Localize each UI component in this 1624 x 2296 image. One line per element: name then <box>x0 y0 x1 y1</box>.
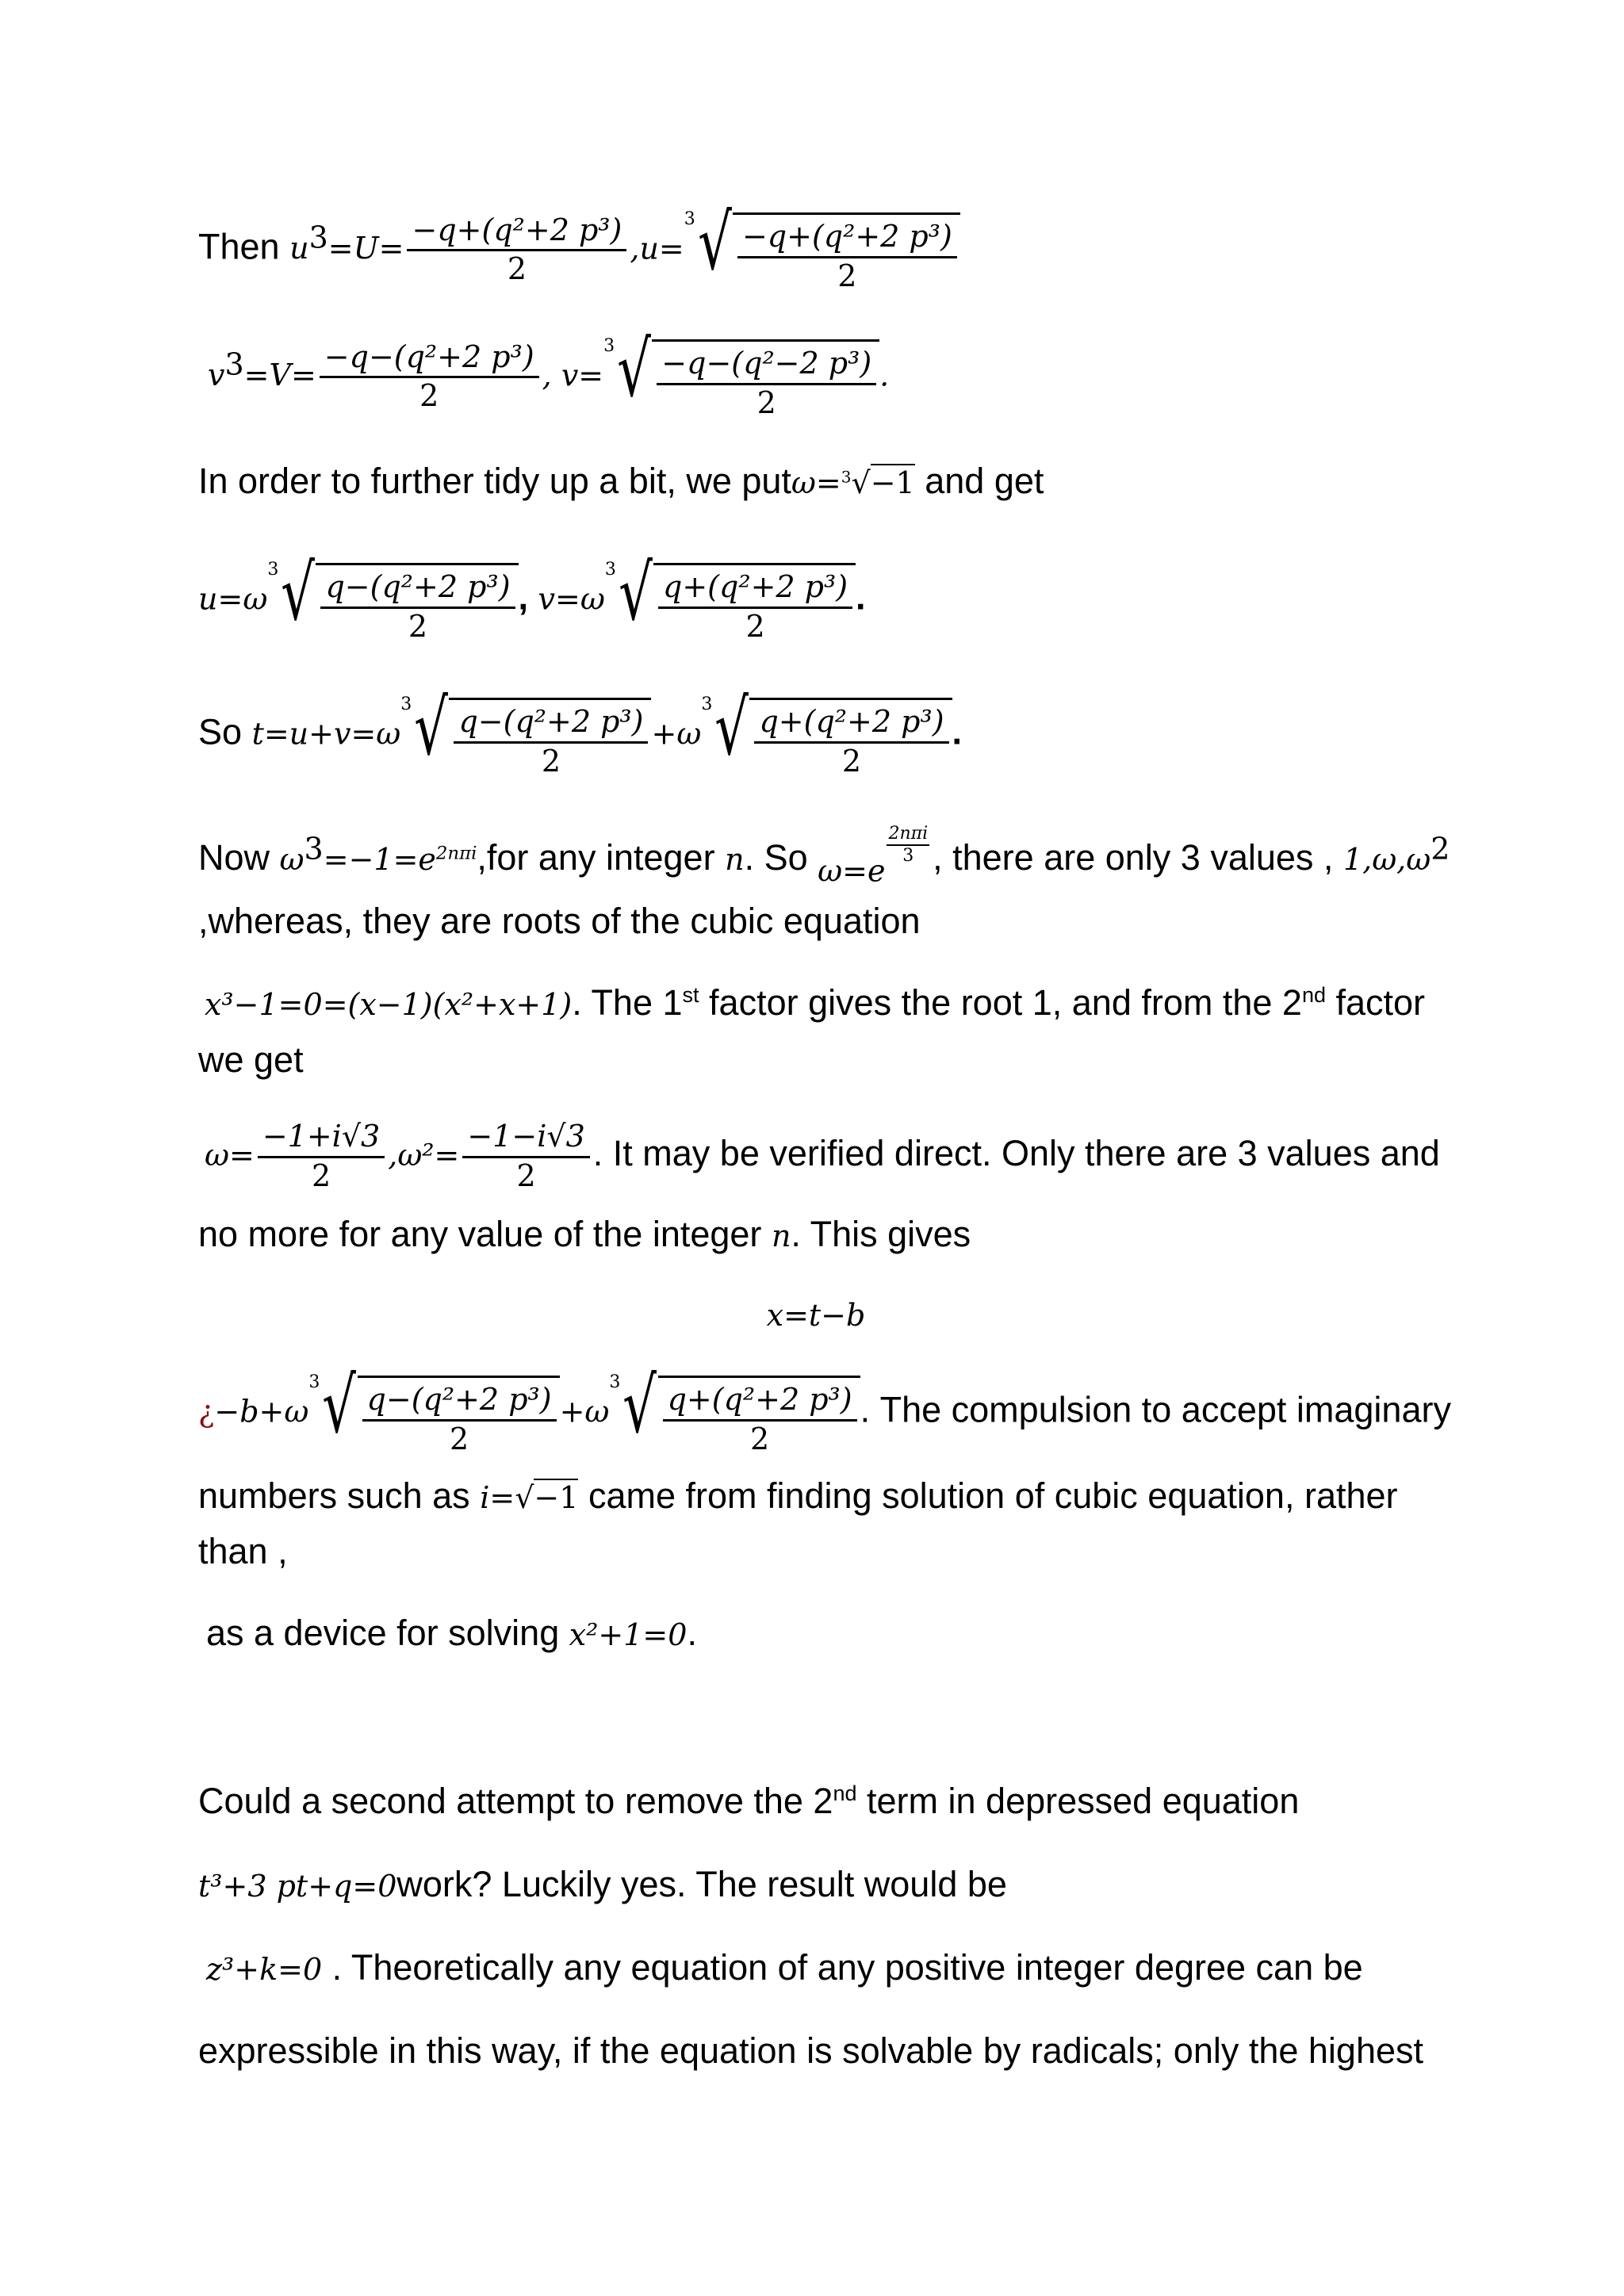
fraction-u3 <box>407 212 626 288</box>
radical-sign-icon: √ <box>714 683 749 772</box>
radical-sign-icon: √ <box>414 683 449 772</box>
fraction-numerator: −1−i√3 <box>462 1118 589 1158</box>
eq-U: =U= <box>327 231 404 266</box>
fraction-denominator: 2 <box>449 1421 469 1456</box>
var-omega: ω <box>279 842 304 877</box>
paragraph-text: we get <box>198 1039 304 1080</box>
fraction-denominator: 2 <box>750 1421 770 1456</box>
root-index: 3 <box>400 695 412 714</box>
equation-line-uv-omega <box>198 549 866 645</box>
eq-x-squared: x²+1=0 <box>569 1617 688 1652</box>
eq-u: ,u= <box>630 231 684 266</box>
paragraph-text: , there are only 3 values , <box>933 837 1334 878</box>
text-so: So <box>198 711 243 752</box>
fraction-denominator: 2 <box>837 258 857 293</box>
paragraph-text: term in depressed equation <box>856 1781 1300 1821</box>
fraction-denominator: 2 <box>507 251 527 286</box>
paragraph-text: . So <box>744 837 808 878</box>
cube-root <box>604 549 856 645</box>
fraction-numerator: −q+(q²+2 p³) <box>737 218 957 258</box>
paragraph-text: factor <box>1326 982 1426 1023</box>
plus-omega: +ω <box>651 716 702 752</box>
root-index: 3 <box>701 695 713 714</box>
eq-t: t=u+v=ω <box>251 716 401 752</box>
ordinal-suffix: nd <box>1301 983 1326 1007</box>
root-index: 3 <box>609 1372 621 1392</box>
radical-sign-icon: √ <box>322 1361 357 1450</box>
eq-omega: ω= <box>791 465 841 500</box>
fraction-numerator: q−(q²+2 p³) <box>454 703 648 744</box>
equation-line-v: $v^3=V=$ $\frac{\text{−q−(q²+2 p³)}}{2}$ , v= 3 √ $\frac{\text{−q−(q²−2 p³)}}{2}$ . <box>208 325 890 420</box>
cube-root <box>308 1361 559 1457</box>
fraction-denominator: 2 <box>841 743 862 779</box>
fraction-v3 <box>320 339 539 415</box>
fraction-numerator: q+(q²+2 p³) <box>658 568 852 609</box>
equation-centered <box>0 1292 1624 1335</box>
text-line-imaginary: numbers such as i=√−1 came from finding solution of cubic equation, rather <box>198 1475 1398 1516</box>
fraction-denominator: 2 <box>745 608 765 644</box>
text-line-expressible <box>198 2030 1423 2072</box>
eq-u-omega: u=ω <box>198 581 268 617</box>
fraction-denominator: 2 <box>516 1158 536 1193</box>
text-line-integer <box>198 1213 971 1256</box>
text-line-result <box>206 1946 1363 1989</box>
fraction-numerator: 2nπi <box>887 823 929 847</box>
text-line-now-omega: Now $\omega^3=-1=e^{2n\pi i},for$ any integer n. So ω=e $\frac{\text{2nπi}}{3}$ , there are only 3 values , $1,\omega,\omega^2$ <box>198 823 1450 888</box>
period: . <box>879 358 890 393</box>
fraction-denominator: 2 <box>311 1158 331 1193</box>
radical-sign-icon: √ <box>622 1361 657 1450</box>
text-line-than <box>198 1530 288 1573</box>
cube-root <box>609 1361 860 1457</box>
paragraph-text: ,whereas, they are roots of the cubic equation <box>198 901 921 941</box>
cubic-factorization: x³−1=0=(x−1)(x²+x+1) <box>205 987 573 1022</box>
text-line-factor <box>205 982 1425 1024</box>
text-line-second-attempt <box>198 1780 1299 1823</box>
period: . <box>952 711 963 752</box>
text-line-device <box>206 1612 697 1655</box>
cube-root <box>400 683 651 779</box>
paragraph-text: . The 1 <box>572 982 683 1023</box>
fraction-numerator: q−(q²+2 p³) <box>320 568 515 609</box>
eq-x: x=t−b <box>766 1298 866 1333</box>
eq-omega: ω= <box>205 1137 255 1173</box>
radical-sign-icon: √ <box>697 198 732 287</box>
paragraph-text: . It may be verified direct. Only there are 3 values and <box>592 1132 1440 1173</box>
fraction-numerator: −1+i√3 <box>258 1118 385 1158</box>
paragraph-text: numbers such as <box>198 1475 470 1516</box>
fraction-denominator: 2 <box>756 385 776 420</box>
fraction-numerator: q−(q²+2 p³) <box>362 1381 557 1422</box>
root-index: 3 <box>308 1372 320 1392</box>
cube-root <box>267 549 518 645</box>
paragraph-text: Could a second attempt to remove the 2 <box>198 1781 833 1821</box>
paragraph-text: expressible in this way, if the equation is solvable by radicals; only the highest <box>198 2030 1424 2071</box>
result-equation: z³+k=0 <box>206 1952 323 1987</box>
eq-v: , v= <box>542 358 604 393</box>
equation-line-omega-values <box>205 1118 1440 1194</box>
eq-prefix: −b+ω <box>214 1394 309 1429</box>
var-u: u <box>289 231 309 266</box>
root-index: 3 <box>603 336 615 356</box>
text-line-tidy: In order to further tidy up a bit, we putω=$^3$√−1 and get <box>198 461 1044 501</box>
paragraph-text: factor gives the root 1, and from the 2 <box>699 982 1302 1023</box>
period: . <box>856 576 866 618</box>
equation-line-x-solution <box>198 1361 1451 1457</box>
paragraph-text: . The compulsion to accept imaginary <box>860 1389 1451 1430</box>
fraction-denominator: 2 <box>541 743 561 779</box>
text-line-depressed <box>198 1863 1007 1906</box>
text-then: Then <box>198 226 280 267</box>
radicand: −1 <box>870 465 915 500</box>
fraction-numerator: −q−(q²+2 p³) <box>320 339 539 379</box>
paragraph-text: and get <box>925 461 1044 501</box>
paragraph-text: than , <box>198 1531 288 1571</box>
var-n: n <box>771 1219 791 1253</box>
eq-omega-exp: ω=e <box>818 853 886 888</box>
inverted-question-mark: ¿ <box>198 1394 215 1429</box>
eq-V: =V= <box>243 358 316 393</box>
eq-omega-squared: ,ω²= <box>388 1137 460 1173</box>
paragraph-text: ,for any integer <box>477 837 715 878</box>
comma: , <box>518 576 529 618</box>
paragraph-text: Now <box>198 837 270 878</box>
radicand: −1 <box>534 1480 579 1515</box>
eq-v-omega: v=ω <box>538 581 605 617</box>
root-index: 3 <box>684 209 695 229</box>
ordinal-suffix: st <box>682 983 699 1007</box>
root-index: 3 <box>604 560 616 580</box>
exponent: 2nπi <box>435 843 477 864</box>
fraction <box>258 1118 385 1194</box>
paragraph-text: as a device for solving <box>206 1613 560 1653</box>
cube-root-v <box>603 325 879 421</box>
text-line-roots <box>198 900 921 943</box>
paragraph-text: In order to further tidy up a bit, we put <box>198 461 791 501</box>
depressed-equation: t³+3 pt+q=0 <box>198 1869 397 1904</box>
radical-sign-icon: √ <box>281 549 316 637</box>
fraction-denominator: 2 <box>419 378 439 413</box>
values-list: 1,ω,ω <box>1342 842 1431 877</box>
var-n: n <box>725 842 745 877</box>
text-line-we-get <box>198 1039 304 1081</box>
cube-root <box>701 683 952 779</box>
eq-i: i= <box>480 1480 515 1515</box>
paragraph-text: work? Luckily yes. The result would be <box>396 1864 1007 1904</box>
ordinal-suffix: nd <box>833 1781 857 1805</box>
equation-line-u: Then $u^3=U=$ $\frac{\text{−q+(q²+2 p³)}}{2}$ ,u= 3 √ $\frac{\text{−q+(q²+2 p³)}}{2}$ <box>198 205 960 294</box>
fraction-denominator: 2 <box>408 608 428 644</box>
root-index: 3 <box>841 467 852 487</box>
radical-sign-icon: √ <box>619 549 653 637</box>
paragraph-text: . Theoretically any equation of any positive integer degree can be <box>322 1947 1363 1988</box>
fraction-numerator: q+(q²+2 p³) <box>754 703 948 744</box>
var-v: v <box>208 358 225 393</box>
root-index: 3 <box>267 560 279 580</box>
period: . <box>687 1613 697 1653</box>
fraction-numerator: −q−(q²−2 p³) <box>657 345 876 385</box>
paragraph-text: . This gives <box>791 1214 971 1254</box>
paragraph-text: no more for any value of the integer <box>198 1214 762 1254</box>
radical-sign-icon: √ <box>617 325 652 414</box>
cube-root-u <box>684 198 960 294</box>
fraction-denominator: 3 <box>902 846 914 867</box>
eq-minus-one: =−1=e <box>323 842 436 877</box>
equation-line-t <box>198 683 963 779</box>
fraction-numerator: −q+(q²+2 p³) <box>407 212 626 252</box>
plus-omega: +ω <box>559 1394 610 1429</box>
paragraph-text: came from finding solution of cubic equation, rather <box>588 1475 1398 1516</box>
fraction-numerator: q+(q²+2 p³) <box>663 1381 857 1422</box>
fraction <box>462 1118 589 1194</box>
